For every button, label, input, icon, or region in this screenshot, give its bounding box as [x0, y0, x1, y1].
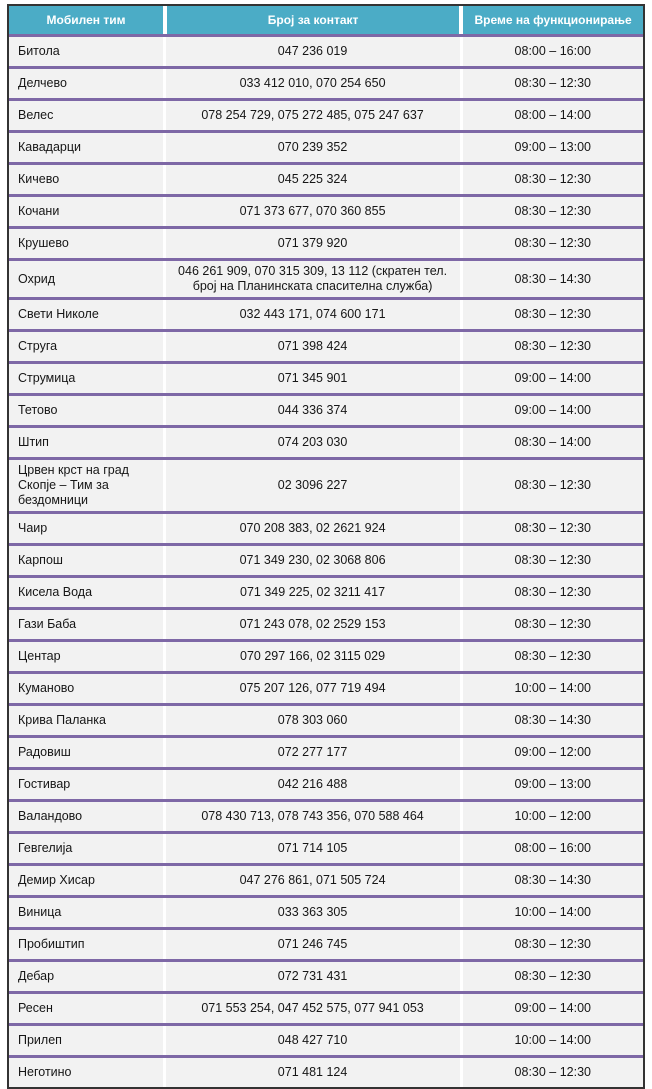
hours-cell: 08:30 – 12:30 — [463, 514, 643, 543]
team-cell: Охрид — [9, 261, 163, 297]
column-header-team: Мобилен тим — [9, 6, 163, 34]
table-row — [9, 831, 643, 863]
contact-cell: 072 731 431 — [166, 962, 460, 991]
contact-cell: 075 207 126, 077 719 494 — [166, 674, 460, 703]
hours-cell: 09:00 – 12:00 — [463, 738, 643, 767]
team-cell: Струмица — [9, 364, 163, 393]
team-cell: Чаир — [9, 514, 163, 543]
table-row — [9, 1055, 643, 1087]
table-row — [9, 959, 643, 991]
hours-cell: 08:00 – 16:00 — [463, 834, 643, 863]
hours-cell: 08:30 – 12:30 — [463, 300, 643, 329]
table-row — [9, 991, 643, 1023]
mobile-teams-table — [7, 4, 645, 1089]
team-cell: Кавадарци — [9, 133, 163, 162]
table-row — [9, 607, 643, 639]
contact-cell: 02 3096 227 — [166, 460, 460, 511]
hours-cell: 08:30 – 12:30 — [463, 165, 643, 194]
table-body — [9, 34, 643, 1087]
contact-cell: 045 225 324 — [166, 165, 460, 194]
contact-cell: 074 203 030 — [166, 428, 460, 457]
contact-cell: 071 349 230, 02 3068 806 — [166, 546, 460, 575]
team-cell: Гостивар — [9, 770, 163, 799]
contact-cell: 033 412 010, 070 254 650 — [166, 69, 460, 98]
team-cell: Дебар — [9, 962, 163, 991]
contact-cell: 072 277 177 — [166, 738, 460, 767]
team-cell: Свети Николе — [9, 300, 163, 329]
table-row — [9, 639, 643, 671]
table-row — [9, 194, 643, 226]
hours-cell: 08:30 – 14:30 — [463, 261, 643, 297]
hours-cell: 08:30 – 14:30 — [463, 706, 643, 735]
contact-cell: 078 254 729, 075 272 485, 075 247 637 — [166, 101, 460, 130]
table-header-row — [9, 6, 643, 34]
hours-cell: 08:00 – 16:00 — [463, 37, 643, 66]
hours-cell: 10:00 – 14:00 — [463, 674, 643, 703]
contact-cell: 078 303 060 — [166, 706, 460, 735]
contact-cell: 070 239 352 — [166, 133, 460, 162]
hours-cell: 08:30 – 12:30 — [463, 197, 643, 226]
team-cell: Центар — [9, 642, 163, 671]
table-row — [9, 329, 643, 361]
hours-cell: 08:30 – 12:30 — [463, 332, 643, 361]
team-cell: Крива Паланка — [9, 706, 163, 735]
team-cell: Куманово — [9, 674, 163, 703]
contact-cell: 071 553 254, 047 452 575, 077 941 053 — [166, 994, 460, 1023]
team-cell: Делчево — [9, 69, 163, 98]
hours-cell: 10:00 – 12:00 — [463, 802, 643, 831]
hours-cell: 08:30 – 12:30 — [463, 610, 643, 639]
table-row — [9, 767, 643, 799]
contact-cell: 078 430 713, 078 743 356, 070 588 464 — [166, 802, 460, 831]
hours-cell: 09:00 – 13:00 — [463, 770, 643, 799]
hours-cell: 08:30 – 12:30 — [463, 1058, 643, 1087]
hours-cell: 09:00 – 13:00 — [463, 133, 643, 162]
contact-cell: 071 345 901 — [166, 364, 460, 393]
team-cell: Кисела Вода — [9, 578, 163, 607]
team-cell: Валандово — [9, 802, 163, 831]
table-row — [9, 361, 643, 393]
table-row — [9, 130, 643, 162]
hours-cell: 08:30 – 14:30 — [463, 866, 643, 895]
table-row — [9, 98, 643, 130]
hours-cell: 08:30 – 14:00 — [463, 428, 643, 457]
contact-cell: 044 336 374 — [166, 396, 460, 425]
team-cell: Струга — [9, 332, 163, 361]
contact-cell: 070 208 383, 02 2621 924 — [166, 514, 460, 543]
table-row — [9, 863, 643, 895]
team-cell: Црвен крст на град Скопје – Тим за бездомници — [9, 460, 163, 511]
team-cell: Гази Баба — [9, 610, 163, 639]
contact-cell: 048 427 710 — [166, 1026, 460, 1055]
team-cell: Неготино — [9, 1058, 163, 1087]
contact-cell: 042 216 488 — [166, 770, 460, 799]
contact-cell: 071 481 124 — [166, 1058, 460, 1087]
contact-cell: 047 236 019 — [166, 37, 460, 66]
table-row — [9, 575, 643, 607]
table-row — [9, 799, 643, 831]
team-cell: Демир Хисар — [9, 866, 163, 895]
table-row — [9, 297, 643, 329]
hours-cell: 08:30 – 12:30 — [463, 930, 643, 959]
hours-cell: 09:00 – 14:00 — [463, 994, 643, 1023]
contact-cell: 071 379 920 — [166, 229, 460, 258]
table-row — [9, 258, 643, 297]
team-cell: Ресен — [9, 994, 163, 1023]
hours-cell: 08:30 – 12:30 — [463, 578, 643, 607]
contact-cell: 070 297 166, 02 3115 029 — [166, 642, 460, 671]
contact-cell: 071 373 677, 070 360 855 — [166, 197, 460, 226]
column-header-hours: Време на функционирање — [463, 6, 643, 34]
hours-cell: 09:00 – 14:00 — [463, 396, 643, 425]
team-cell: Радовиш — [9, 738, 163, 767]
contact-cell: 071 714 105 — [166, 834, 460, 863]
team-cell: Пробиштип — [9, 930, 163, 959]
table-row — [9, 66, 643, 98]
hours-cell: 10:00 – 14:00 — [463, 898, 643, 927]
team-cell: Карпош — [9, 546, 163, 575]
table-row — [9, 703, 643, 735]
table-row — [9, 226, 643, 258]
team-cell: Битола — [9, 37, 163, 66]
hours-cell: 08:30 – 12:30 — [463, 229, 643, 258]
team-cell: Прилеп — [9, 1026, 163, 1055]
table-row — [9, 511, 643, 543]
contact-cell: 032 443 171, 074 600 171 — [166, 300, 460, 329]
contact-cell: 071 243 078, 02 2529 153 — [166, 610, 460, 639]
team-cell: Виница — [9, 898, 163, 927]
hours-cell: 08:00 – 14:00 — [463, 101, 643, 130]
contact-cell: 046 261 909, 070 315 309, 13 112 (скратен тел. број на Планинската спасителна служба) — [166, 261, 460, 297]
hours-cell: 08:30 – 12:30 — [463, 962, 643, 991]
team-cell: Крушево — [9, 229, 163, 258]
hours-cell: 08:30 – 12:30 — [463, 642, 643, 671]
team-cell: Велес — [9, 101, 163, 130]
column-header-contact: Број за контакт — [167, 6, 459, 34]
hours-cell: 08:30 – 12:30 — [463, 460, 643, 511]
table-row — [9, 457, 643, 511]
table-row — [9, 927, 643, 959]
team-cell: Кочани — [9, 197, 163, 226]
contact-cell: 047 276 861, 071 505 724 — [166, 866, 460, 895]
contact-cell: 071 398 424 — [166, 332, 460, 361]
table-row — [9, 671, 643, 703]
hours-cell: 09:00 – 14:00 — [463, 364, 643, 393]
table-row — [9, 895, 643, 927]
contact-cell: 071 246 745 — [166, 930, 460, 959]
table-row — [9, 543, 643, 575]
team-cell: Гевгелија — [9, 834, 163, 863]
team-cell: Тетово — [9, 396, 163, 425]
table-row — [9, 425, 643, 457]
contact-cell: 071 349 225, 02 3211 417 — [166, 578, 460, 607]
contact-cell: 033 363 305 — [166, 898, 460, 927]
table-row — [9, 735, 643, 767]
hours-cell: 08:30 – 12:30 — [463, 69, 643, 98]
team-cell: Штип — [9, 428, 163, 457]
team-cell: Кичево — [9, 165, 163, 194]
table-row — [9, 1023, 643, 1055]
hours-cell: 08:30 – 12:30 — [463, 546, 643, 575]
table-row — [9, 393, 643, 425]
table-row — [9, 34, 643, 66]
hours-cell: 10:00 – 14:00 — [463, 1026, 643, 1055]
table-row — [9, 162, 643, 194]
